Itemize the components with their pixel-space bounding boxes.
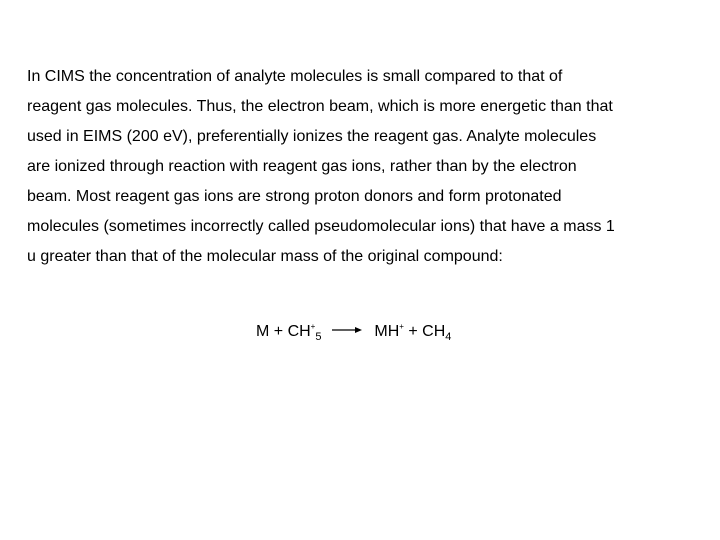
paragraph-line-1: In CIMS the concentration of analyte molecules is small compared to that of xyxy=(27,68,563,85)
equation-reactant-subscript: 5 xyxy=(315,331,322,343)
equation-reactant-charge: + xyxy=(310,322,316,331)
equation-product-methane-text: + CH xyxy=(403,323,446,340)
paragraph-line-3: used in EIMS (200 eV), preferentially ionizes the reagent gas. Analyte molecules xyxy=(27,128,597,145)
paragraph-line-2: reagent gas molecules. Thus, the electron beam, which is more energetic than that xyxy=(27,98,613,115)
paragraph-line-6: molecules (sometimes incorrectly called pseudomolecular ions) that have a mass 1 xyxy=(27,218,615,235)
equation-product-ion-text: MH xyxy=(374,323,400,340)
body-paragraph xyxy=(27,62,699,272)
equation-product-ion-charge: + xyxy=(399,322,404,331)
paragraph-line-5: beam. Most reagent gas ions are strong proton donors and form protonated xyxy=(27,188,562,205)
equation-product-methane-subscript: 4 xyxy=(445,331,452,343)
paragraph-line-7: u greater than that of the molecular mass of the original compound: xyxy=(27,248,503,265)
reaction-equation xyxy=(256,320,451,346)
paragraph-line-4: are ionized through reaction with reagent gas ions, rather than by the electron xyxy=(27,158,577,175)
equation-reactant-text: M + CH xyxy=(256,323,311,340)
right-arrow-icon xyxy=(332,326,362,334)
